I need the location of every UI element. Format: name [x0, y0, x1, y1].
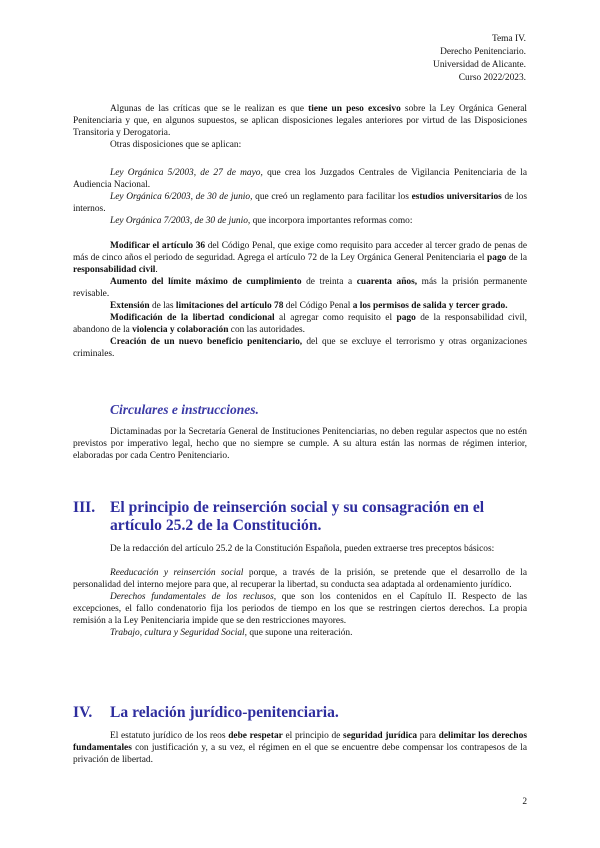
section-3-intro: De la redacción del artículo 25.2 de la Constitución Española, pueden extraerse tres preceptos básicos:: [110, 544, 495, 554]
section-3-body: [73, 543, 527, 639]
reform-item: Extensión de las limitaciones del artículo 78 del Código Penal a los permisos de salida y tercer grado.: [110, 301, 508, 311]
circulares-block: [73, 402, 527, 418]
reform-item: Modificación de la libertad condicional al agregar como requisito el pago de la responsabilidad civil, abandono de la violencia y colaboración con las autoridades.: [73, 313, 527, 335]
section-3-heading: [73, 499, 527, 535]
reform-item: Creación de un nuevo beneficio penitenciario, del que se excluye el terrorismo y otras organizaciones criminales.: [73, 337, 527, 359]
circulares-text-block: [73, 426, 527, 462]
intro-paragraph: Algunas de las críticas que se le realizan es que tiene un peso excesivo sobre la Ley Orgánica General Penitenciaria y que, en algunos supuestos, se aplican disposiciones legales anteriores por virtud de las Disposiciones Transitoria y Derogatoria.: [73, 104, 527, 138]
reforms-block: [73, 240, 527, 360]
reform-item: Aumento del límite máximo de cumplimiento de treinta a cuarenta años, más la prisión permanente revisable.: [73, 277, 527, 299]
precept-item: Reeducación y reinserción social porque, a través de la prisión, se pretende que el desarrollo de la personalidad del interno mejore para que, al recuperar la libertad, su conducta sea adaptada al ordenamiento jurídico.: [73, 568, 527, 590]
section-4-body: [73, 730, 527, 766]
circulares-heading: Circulares e instrucciones.: [110, 402, 259, 417]
page-header: [433, 33, 526, 85]
header-subject: Derecho Penitenciario.: [440, 47, 526, 57]
section-3-title: El principio de reinserción social y su consagración en el artículo 25.2 de la Constitución.: [110, 499, 485, 534]
law-item: Ley Orgánica 5/2003, de 27 de mayo, que crea los Juzgados Centrales de Vigilancia Penitenciaria de la Audiencia Nacional.: [73, 168, 527, 190]
header-topic: Tema IV.: [491, 34, 526, 44]
section-3-number: III.: [73, 499, 96, 516]
other-provisions-line: Otras disposiciones que se aplican:: [110, 140, 242, 150]
laws-block: [73, 167, 527, 227]
header-university: Universidad de Alicante.: [433, 60, 526, 70]
circulares-paragraph: Dictaminadas por la Secretaría General de Instituciones Penitenciarias, no deben regular aspectos que no estén previstos por imperativo legal, hecho que no siempre se cumple. A su altura están las normas de régimen interior, elaboradas por cada Centro Penitenciario.: [73, 427, 527, 461]
section-4-number: IV.: [73, 704, 93, 721]
precept-item: Derechos fundamentales de los reclusos, que son los contenidos en el Capítulo II. Respecto de las excepciones, el fallo condenatorio fija los periodos de tiempo en los que se restringen ciertos derechos. La propia remisión a la Ley Penitenciaria impide que se den restricciones mayores.: [73, 592, 527, 626]
section-4-title: La relación jurídico-penitenciaria.: [110, 704, 339, 721]
intro-block: [73, 103, 527, 151]
page-number: 2: [522, 797, 527, 807]
law-item: Ley Orgánica 7/2003, de 30 de junio, que incorpora importantes reformas como:: [110, 216, 413, 226]
reform-item: Modificar el artículo 36 del Código Penal, que exige como requisito para acceder al tercer grado de penas de más de cinco años el periodo de seguridad. Agrega el artículo 72 de la Ley Orgánica General Penitenciaria el pago de la responsabilidad civil.: [73, 241, 527, 275]
law-item: Ley Orgánica 6/2003, de 30 de junio, que creó un reglamento para facilitar los estudios universitarios de los internos.: [73, 192, 527, 214]
section-4-paragraph: El estatuto jurídico de los reos debe respetar el principio de seguridad jurídica para delimitar los derechos fundamentales con justificación y, a su vez, el régimen en el que se encuentre debe compensar los contrapesos de la privación de libertad.: [73, 731, 527, 765]
header-course: Curso 2022/2023.: [458, 73, 526, 83]
precept-item: Trabajo, cultura y Seguridad Social, que supone una reiteración.: [110, 628, 353, 638]
section-4-heading: [73, 704, 527, 722]
